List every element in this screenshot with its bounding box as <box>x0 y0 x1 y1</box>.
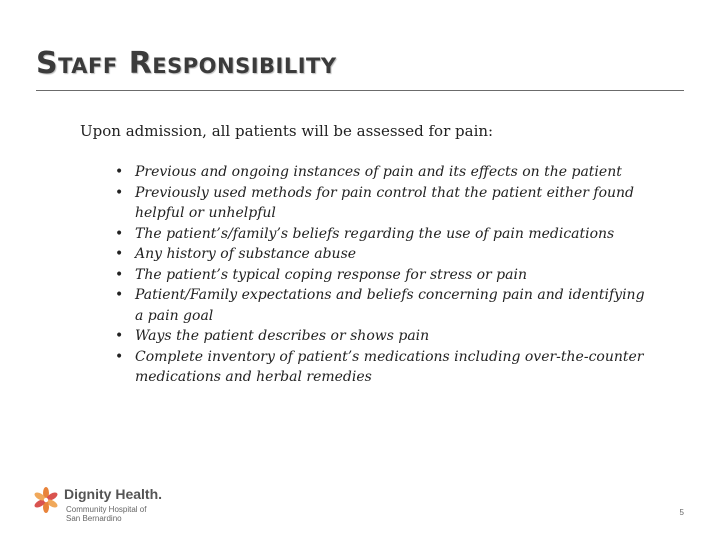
bullet-marker: • <box>115 348 124 365</box>
logo-name: Dignity Health. <box>64 486 163 502</box>
bullet-text: The patient’s typical coping response for stress or pain <box>135 266 527 283</box>
list-item <box>115 285 655 326</box>
logo-subtitle <box>66 505 146 523</box>
bullet-marker: • <box>115 287 124 303</box>
bullet-marker: • <box>115 246 124 262</box>
bullet-text: Patient/Family expectations and beliefs concerning pain and identifying a pain goal <box>135 287 645 324</box>
logo-sub-line1: Community Hospital of <box>66 505 147 514</box>
page-number: 5 <box>679 508 684 517</box>
bullet-text: The patient’s/family’s beliefs regarding the use of pain medications <box>135 225 615 242</box>
logo-sub-line2: San Bernardino <box>66 514 122 523</box>
list-item <box>115 244 655 265</box>
bullet-marker: • <box>115 328 124 344</box>
list-item <box>115 162 655 183</box>
bullet-marker: • <box>115 266 124 283</box>
slide-title: Staff Responsibility <box>36 46 337 81</box>
bullet-text: Complete inventory of patient’s medications including over-the-counter medications and herbal remedies <box>135 348 644 385</box>
dignity-health-logo <box>32 484 202 534</box>
bullet-marker: • <box>115 164 124 180</box>
bullet-list <box>115 162 655 388</box>
bullet-text: Previous and ongoing instances of pain and its effects on the patient <box>135 164 622 180</box>
bullet-marker: • <box>115 225 124 242</box>
title-divider <box>36 90 684 91</box>
list-item <box>115 265 655 286</box>
list-item <box>115 347 655 388</box>
bullet-text: Ways the patient describes or shows pain <box>135 328 430 344</box>
intro-text: Upon admission, all patients will be assessed for pain: <box>80 122 494 140</box>
bullet-marker: • <box>115 184 124 201</box>
dignity-health-flower-icon <box>32 486 60 514</box>
list-item <box>115 183 655 224</box>
bullet-text: Any history of substance abuse <box>135 246 357 262</box>
list-item <box>115 326 655 347</box>
bullet-text: Previously used methods for pain control that the patient either found helpful or unhelpful <box>135 184 635 221</box>
list-item <box>115 224 655 245</box>
